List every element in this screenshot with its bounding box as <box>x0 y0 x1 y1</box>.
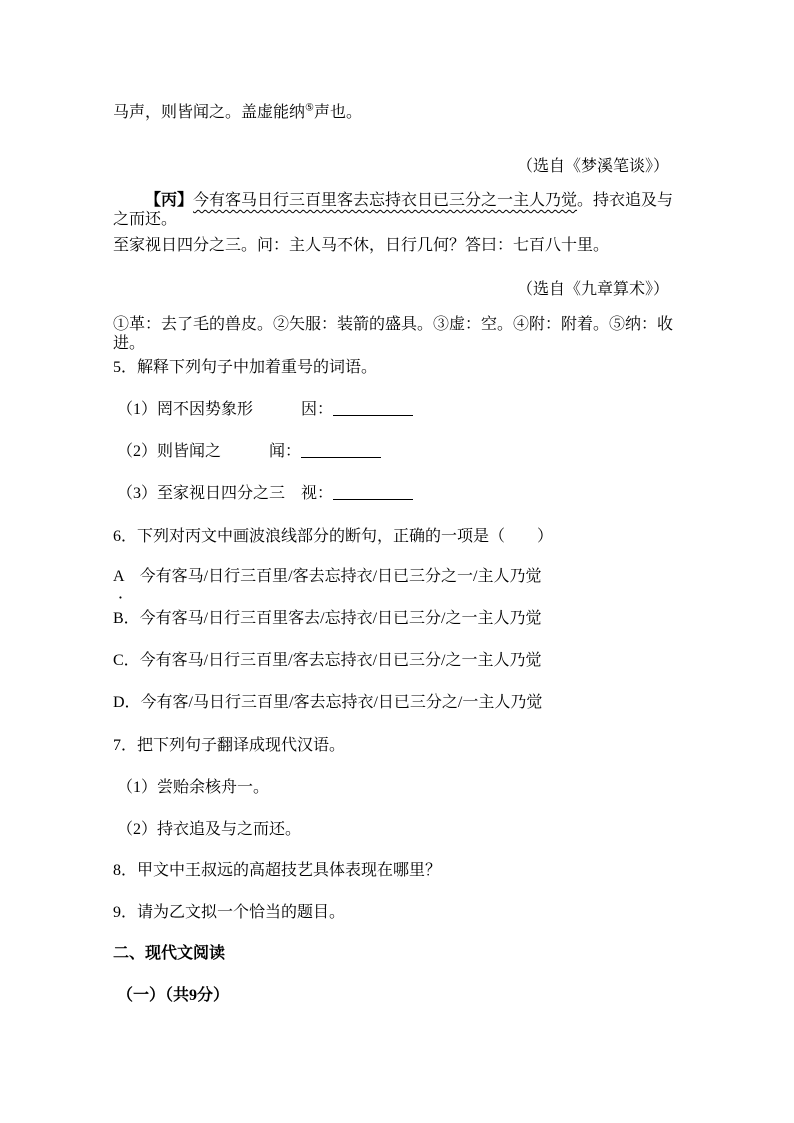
question-7-title: 7．把下列句子翻译成现代汉语。 <box>113 737 346 754</box>
section-2-subheading: （一）（共9分） <box>117 987 230 1004</box>
answer-blank-2 <box>301 443 381 458</box>
section-2-heading: 二、现代文阅读 <box>113 945 226 962</box>
question-9-title: 9．请为乙文拟一个恰当的题目。 <box>113 904 346 921</box>
passage-bing-label: 【丙】 <box>145 192 194 209</box>
question-7-item-2: （2）持衣追及与之而还。 <box>117 821 302 838</box>
question-6-option-b: B．今有客马/日行三百里客去/忘持衣/日已三分/之一主人乃觉 <box>113 610 542 627</box>
passage-bing-line2: 至家视日四分之三。问：主人马不休，日行几何？答曰：七百八十里。 <box>113 237 610 254</box>
source-citation-jiuzhang-suanshu: （选自《九章算术》） <box>516 281 669 298</box>
question-7-item-1: （1）尝贻余核舟一。 <box>117 779 270 796</box>
answer-blank-1 <box>333 401 413 416</box>
passage-bing-rest: 。持衣追及与之而还。 <box>113 192 674 228</box>
question-6-title: 6．下列对丙文中画波浪线部分的断句，正确的一项是（ ） <box>113 528 554 545</box>
question-6-option-c: C．今有客马/日行三百里/客去忘持衣/日已三分/之一主人乃觉 <box>113 652 542 669</box>
question-6-option-a: A 今有客马/日行三百里/客去忘持衣/日已三分之一/主人乃觉 <box>113 568 542 585</box>
question-5-item-1 <box>113 400 681 419</box>
note-reference-5: ⑤ <box>305 102 314 114</box>
question-5-item-2-prompt: （2）则皆闻之 闻： <box>117 443 302 460</box>
question-5-item-2 <box>113 442 681 461</box>
passage-text-end: 声也。 <box>313 104 362 121</box>
question-5-title: 5．解释下列句子中加着重号的词语。 <box>113 359 378 376</box>
passage-line-ma-sheng <box>113 103 681 122</box>
passage-text: 马声，则皆闻之。盖虚能纳 <box>113 104 306 121</box>
question-5-item-3-prompt: （3）至家视日四分之三 视： <box>117 485 334 502</box>
passage-bing-wavy-underlined-text: 今有客马日行三百里客去忘持衣日已三分之一主人乃觉 <box>193 192 578 209</box>
answer-blank-3 <box>333 485 413 500</box>
question-6-option-a-wrapped-period: ． <box>118 585 135 602</box>
passage-bing <box>113 191 681 229</box>
footnotes-line: ①革：去了毛的兽皮。②矢服：装箭的盛具。③虚：空。④附：附着。⑤纳：收进。 <box>113 316 674 352</box>
question-5-item-3 <box>113 484 681 503</box>
question-6-option-d: D．今有客/马日行三百里/客去忘持衣/日已三分之/一主人乃觉 <box>113 694 543 711</box>
question-8-title: 8．甲文中王叔远的高超技艺具体表现在哪里？ <box>113 862 442 879</box>
question-5-item-1-prompt: （1）罔不因势象形 因： <box>117 401 334 418</box>
source-citation-mengxi-bitan: （选自《梦溪笔谈》） <box>516 158 669 175</box>
